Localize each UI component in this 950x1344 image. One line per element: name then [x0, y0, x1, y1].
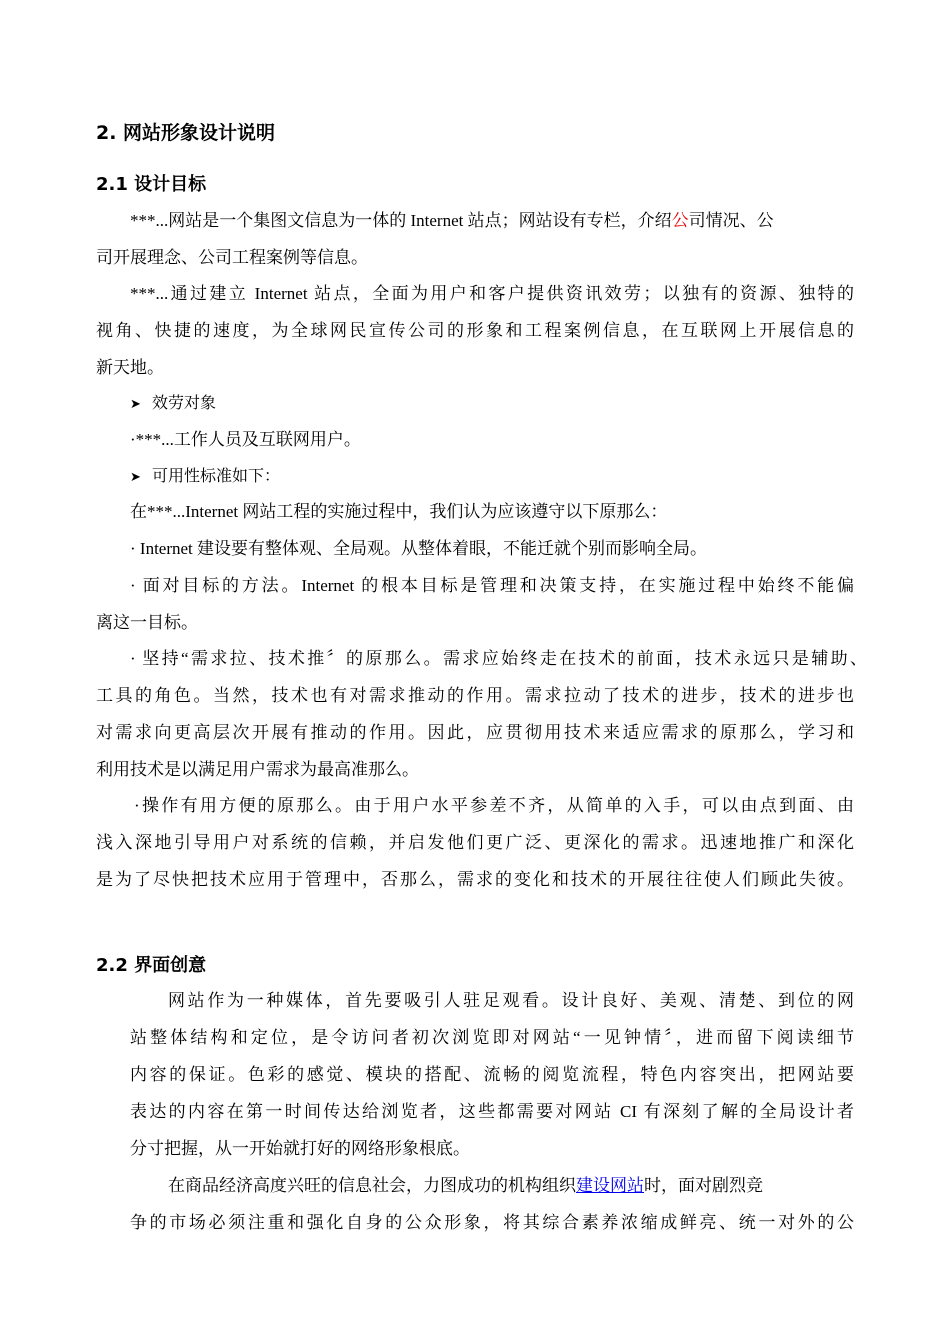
paragraph-line: 视角、快捷的速度，为全球网民宣传公司的形象和工程案例信息，在互联网上开展信息的 — [96, 321, 854, 340]
paragraph-line: 司开展理念、公司工程案例等信息。 — [96, 248, 368, 267]
bullet-label: 可用性标准如下： — [152, 466, 281, 485]
paragraph-line: · 面对目标的方法。Internet 的根本目标是管理和决策支持，在实施过程中始终不能偏 — [130, 576, 854, 595]
paragraph-line: 在***...Internet 网站工程的实施过程中，我们认为应该遵守以下原那么： — [130, 502, 668, 521]
bullet-item-usability-standard — [130, 464, 280, 490]
paragraph-line: 利用技术是以满足用户需求为最高准那么。 — [96, 760, 419, 779]
paragraph-line: ·***...工作人员及互联网用户。 — [130, 430, 361, 449]
text-run: ***...网站是一个集图文信息为一体的 Internet 站点；网站设有专栏，介绍 — [130, 211, 672, 230]
subsection-heading-design-goal: 2.1 设计目标 — [96, 174, 207, 195]
paragraph-line: 站整体结构和定位，是令访问者初次浏览即对网站“一见钟情〞，进而留下阅读细节 — [130, 1028, 854, 1047]
paragraph-line: 争的市场必须注重和强化自身的公众形象，将其综合素养浓缩成鲜亮、统一对外的公 — [130, 1213, 854, 1232]
bullet-label: 效劳对象 — [152, 393, 217, 412]
paragraph-line: 是为了尽快把技术应用于管理中，否那么，需求的变化和技术的开展往往使人们顾此失彼。 — [96, 870, 854, 889]
paragraph-line: 新天地。 — [96, 358, 164, 377]
text-run: 时，面对剧烈竞 — [644, 1176, 763, 1195]
paragraph-line: 网站作为一种媒体，首先要吸引人驻足观看。设计良好、美观、清楚、到位的网 — [168, 991, 854, 1010]
paragraph-line: ***...通过建立 Internet 站点，全面为用户和客户提供资讯效劳；以独有的资源、独特的 — [130, 284, 854, 303]
paragraph-line — [168, 1174, 763, 1198]
paragraph-line: 分寸把握，从一开始就打好的网络形象根底。 — [130, 1139, 470, 1158]
paragraph-line — [130, 209, 774, 233]
paragraph-line: 内容的保证。色彩的感觉、模块的搭配、流畅的阅览流程，特色内容突出，把网站要 — [130, 1065, 854, 1084]
text-run: 在商品经济高度兴旺的信息社会，力图成功的机构组织 — [168, 1176, 576, 1195]
paragraph-line: ·操作有用方便的原那么。由于用户水平参差不齐，从简单的入手，可以由点到面、由 — [134, 796, 854, 815]
text-run: 司情况、公 — [688, 211, 774, 230]
build-website-link[interactable]: 建设网站 — [576, 1176, 644, 1195]
paragraph-line: 表达的内容在第一时间传达给浏览者，这些都需要对网站 CI 有深刻了解的全局设计者 — [130, 1102, 854, 1121]
arrow-bullet-icon: ➤ — [130, 470, 141, 485]
section-heading: 2. 网站形象设计说明 — [96, 122, 276, 144]
paragraph-line: 工具的角色。当然，技术也有对需求推动的作用。需求拉动了技术的进步，技术的进步也 — [96, 686, 854, 705]
paragraph-line: 浅入深地引导用户对系统的信赖，并启发他们更广泛、更深化的需求。迅速地推广和深化 — [96, 833, 854, 852]
bullet-item-service-target — [130, 391, 216, 417]
highlighted-text: 公 — [671, 211, 689, 230]
paragraph-line: · 坚持“需求拉、技术推〞的原那么。需求应始终走在技术的前面，技术永远只是辅助、 — [130, 649, 867, 668]
paragraph-line: 离这一目标。 — [96, 613, 198, 632]
arrow-bullet-icon: ➤ — [130, 397, 141, 412]
paragraph-line: 对需求向更高层次开展有推动的作用。因此，应贯彻用技术来适应需求的原那么，学习和 — [96, 723, 854, 742]
paragraph-line: · Internet 建设要有整体观、全局观。从整体着眼，不能迁就个别而影响全局。 — [130, 539, 708, 558]
subsection-heading-interface-idea: 2.2 界面创意 — [96, 955, 207, 976]
